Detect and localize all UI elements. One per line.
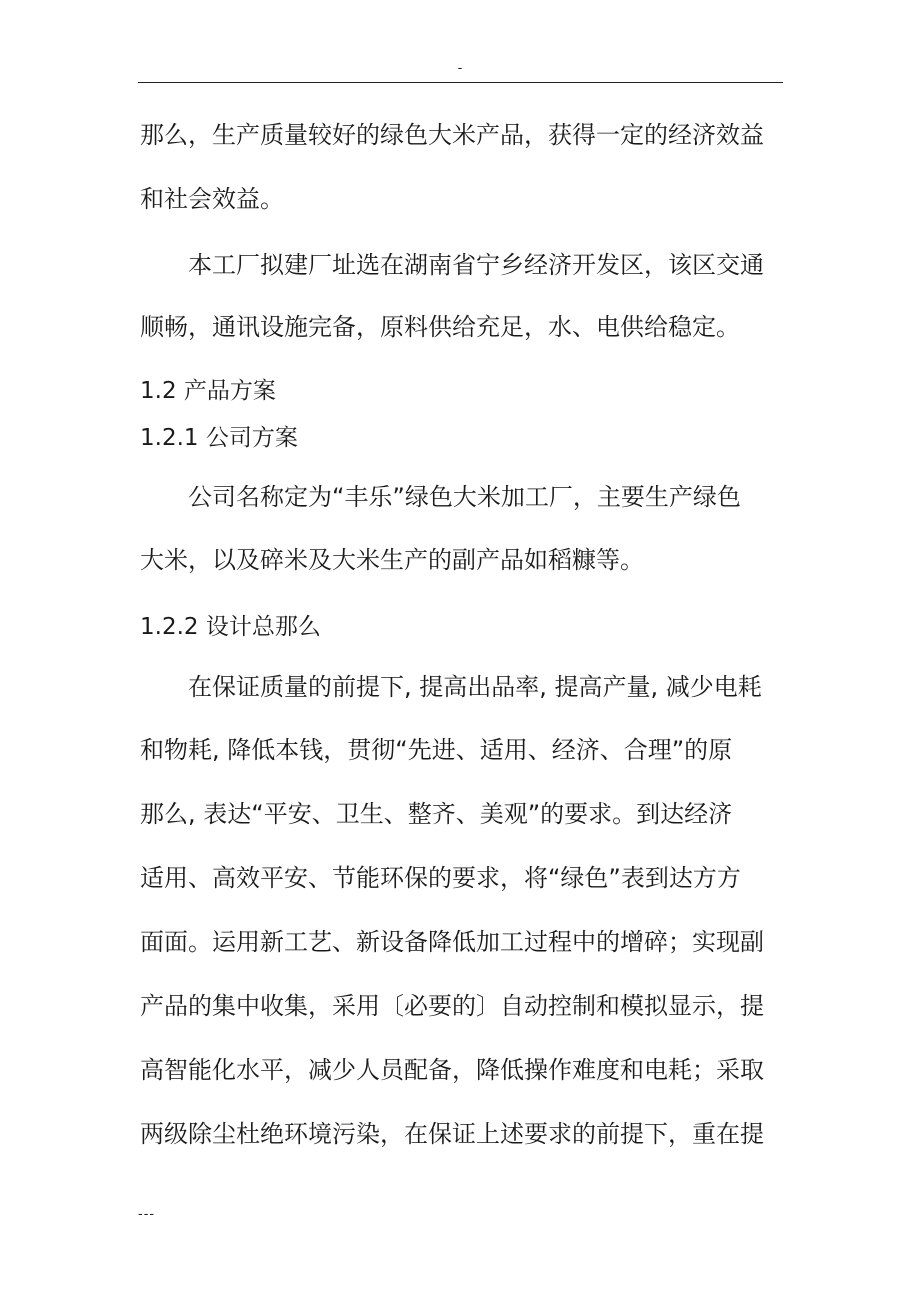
- section-heading: 1.2 产品方案: [140, 378, 276, 404]
- paragraph-line: 高智能化水平，减少人员配备，降低操作难度和电耗；采取: [140, 1056, 764, 1084]
- paragraph-line: 两级除尘杜绝环境污染，在保证上述要求的前提下，重在提: [140, 1120, 764, 1148]
- header-rule: [138, 82, 783, 83]
- paragraph-line: 和社会效益。: [140, 185, 284, 213]
- paragraph-line: 产品的集中收集，采用〔必要的〕自动控制和模拟显示，提: [140, 992, 764, 1020]
- header-mark: -: [457, 61, 463, 76]
- paragraph-line: 那么，生产质量较好的绿色大米产品，获得一定的经济效益: [140, 121, 764, 149]
- subsection-heading: 1.2.1 公司方案: [140, 425, 298, 451]
- paragraph-line: 和物耗, 降低本钱，贯彻“先进、适用、经济、合理”的原: [140, 736, 733, 764]
- footer-mark: ---: [138, 1207, 156, 1222]
- subsection-heading: 1.2.2 设计总那么: [140, 614, 321, 640]
- paragraph-line: 本工厂拟建厂址选在湖南省宁乡经济开发区，该区交通: [188, 251, 764, 279]
- paragraph-line: 顺畅，通讯设施完备，原料供给充足，水、电供给稳定。: [140, 313, 740, 341]
- paragraph-line: 那么, 表达“平安、卫生、整齐、美观”的要求。到达经济: [140, 800, 733, 828]
- paragraph-line: 适用、高效平安、节能环保的要求，将“绿色”表到达方方: [140, 864, 741, 892]
- paragraph-line: 公司名称定为“丰乐”绿色大米加工厂，主要生产绿色: [188, 483, 741, 511]
- paragraph-line: 大米，以及碎米及大米生产的副产品如稻糠等。: [140, 546, 644, 574]
- paragraph-line: 面面。运用新工艺、新设备降低加工过程中的增碎；实现副: [140, 928, 764, 956]
- paragraph-line: 在保证质量的前提下, 提高出品率, 提高产量, 减少电耗: [188, 673, 762, 701]
